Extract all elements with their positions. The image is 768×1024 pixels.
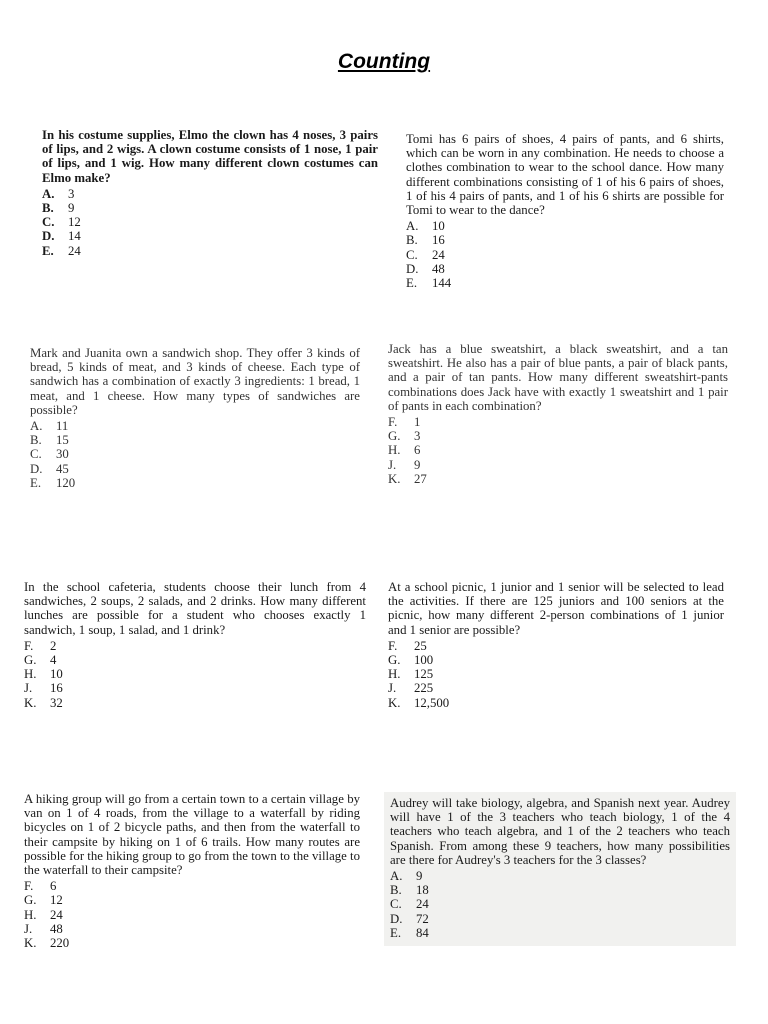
answer-choice: B. 18 [390, 883, 429, 898]
answer-choice: H. 6 [388, 443, 421, 458]
answer-choices [24, 639, 366, 710]
answer-choices [388, 639, 724, 710]
answer-choice: K. 12,500 [388, 695, 450, 710]
answer-choice: J. 48 [24, 921, 63, 936]
problem-7 [24, 792, 360, 950]
answer-choice: B. 9 [42, 201, 75, 216]
answer-choice: F. 1 [388, 415, 421, 430]
problem-8 [384, 792, 736, 946]
page-title: Counting [337, 50, 431, 73]
answer-choices [24, 879, 360, 950]
answer-choices [42, 187, 378, 258]
answer-choice: H. 10 [24, 667, 63, 682]
answer-choice: G. 12 [24, 893, 63, 908]
answer-choice: G. 100 [388, 653, 434, 668]
answer-choice: C. 24 [390, 897, 429, 912]
question-text: Audrey will take biology, algebra, and Spanish next year. Audrey will have 1 of the 3 teachers who teach biology, 1 of the 4 teachers who teach algebra, and 1 of the 2 teachers who teach Spanish. From among these 9 teachers, how many possibilities are there for Audrey's 3 teachers for the 3 classes? [390, 796, 730, 867]
problem-1 [42, 128, 378, 258]
answer-choices [30, 419, 360, 490]
answer-choice: H. 24 [24, 907, 63, 922]
answer-choice: K. 220 [24, 936, 70, 951]
answer-choice: J. 16 [24, 681, 63, 696]
answer-choice: A. 11 [30, 419, 69, 434]
answer-choice: B. 16 [406, 233, 445, 248]
answer-choice: C. 24 [406, 247, 445, 262]
answer-choice: G. 4 [24, 653, 57, 668]
answer-choice: F. 2 [24, 638, 57, 653]
answer-choice: J. 9 [388, 457, 421, 472]
answer-choice: B. 15 [30, 433, 69, 448]
answer-choice: D. 45 [30, 461, 69, 476]
answer-choice: F. 25 [388, 638, 427, 653]
answer-choice: E. 84 [390, 925, 429, 940]
answer-choice: E. 24 [42, 243, 81, 258]
answer-choice: D. 48 [406, 261, 445, 276]
question-text: Tomi has 6 pairs of shoes, 4 pairs of pants, and 6 shirts, which can be worn in any combination. He needs to choose a clothes combination to wear to the school dance. How many different combinations consisting of 1 of his 6 pairs of shoes, 1 of his 4 pairs of pants, and 1 of his 6 shirts are possible for Tomi to wear to the dance? [406, 132, 724, 218]
question-text: In his costume supplies, Elmo the clown has 4 noses, 3 pairs of lips, and 2 wigs. A clown costume consists of 1 nose, 1 pair of lips, and 1 wig. How many different clown costumes can Elmo make? [42, 128, 378, 185]
answer-choice: D. 14 [42, 229, 81, 244]
answer-choice: A. 3 [42, 186, 75, 201]
answer-choices [390, 869, 730, 940]
question-text: A hiking group will go from a certain town to a certain village by van on 1 of 4 roads, from the village to a waterfall by riding bicycles on 1 of 2 bicycle paths, and then from the waterfall to their campsite by hiking on 1 of 6 trails. How many routes are possible for the hiking group to go from the town to the village to the waterfall to their campsite? [24, 792, 360, 878]
problem-2 [406, 132, 724, 290]
answer-choice: K. 32 [24, 695, 63, 710]
answer-choice: C. 12 [42, 215, 81, 230]
question-text: Mark and Juanita own a sandwich shop. They offer 3 kinds of bread, 5 kinds of meat, and 3 kinds of cheese. Each type of sandwich has a combination of exactly 3 ingredients: 1 bread, 1 meat, and 1 cheese. How many types of sandwiches are possible? [30, 346, 360, 417]
answer-choice: E. 120 [30, 475, 76, 490]
answer-choice: C. 30 [30, 447, 69, 462]
answer-choice: E. 144 [406, 276, 452, 291]
answer-choice: G. 3 [388, 429, 421, 444]
problem-3 [30, 346, 360, 490]
answer-choice: H. 125 [388, 667, 434, 682]
answer-choices [388, 415, 728, 486]
question-text: Jack has a blue sweatshirt, a black sweatshirt, and a tan sweatshirt. He also has a pair of blue pants, a pair of black pants, and a pair of tan pants. How many different sweatshirt-pants combinations does Jack have with exactly 1 sweatshirt and 1 pair of pants in each combination? [388, 342, 728, 413]
answer-choice: F. 6 [24, 879, 57, 894]
answer-choice: A. 9 [390, 869, 423, 884]
question-text: At a school picnic, 1 junior and 1 senior will be selected to lead the activities. If there are 125 juniors and 100 seniors at the picnic, how many different 2-person combinations of 1 junior and 1 senior are possible? [388, 580, 724, 637]
problem-5 [24, 580, 366, 710]
answer-choice: K. 27 [388, 471, 427, 486]
answer-choices [406, 219, 724, 290]
problem-6 [388, 580, 724, 710]
answer-choice: J. 225 [388, 681, 434, 696]
answer-choice: A. 10 [406, 219, 445, 234]
problem-4 [388, 342, 728, 486]
answer-choice: D. 72 [390, 911, 429, 926]
question-text: In the school cafeteria, students choose their lunch from 4 sandwiches, 2 soups, 2 salads, and 2 drinks. How many different lunches are possible for a student who chooses exactly 1 sandwich, 1 soup, 1 salad, and 1 drink? [24, 580, 366, 637]
